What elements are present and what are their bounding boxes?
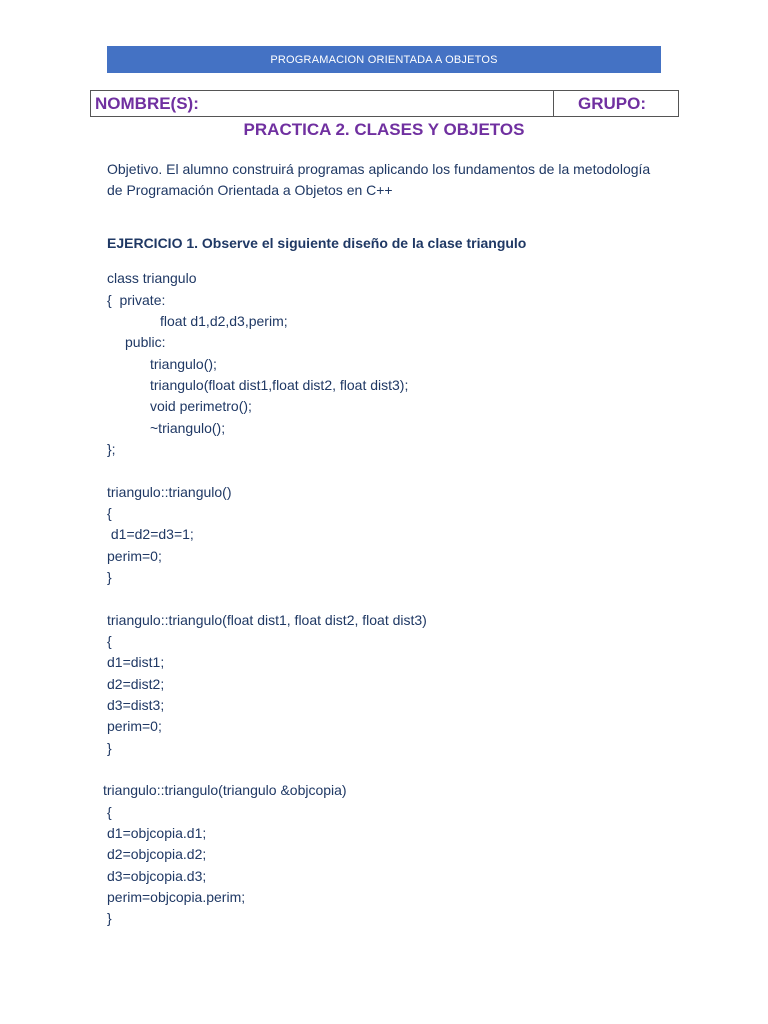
code-line: d1=d2=d3=1; <box>107 526 194 542</box>
course-banner: PROGRAMACION ORIENTADA A OBJETOS <box>107 46 661 73</box>
group-label: GRUPO: <box>578 93 646 113</box>
code-line: triangulo::triangulo(triangulo &objcopia) <box>103 782 347 798</box>
code-line: } <box>107 569 112 585</box>
code-line: d3=dist3; <box>107 697 165 713</box>
name-label: NOMBRE(S): <box>95 93 199 113</box>
code-line: } <box>107 740 112 756</box>
code-line: perim=objcopia.perim; <box>107 889 246 905</box>
code-line: d2=objcopia.d2; <box>107 846 207 862</box>
code-line: { <box>107 633 112 649</box>
code-line: triangulo::triangulo() <box>107 484 232 500</box>
code-line: triangulo(float dist1,float dist2, float dist3); <box>150 377 409 393</box>
code-line: perim=0; <box>107 548 162 564</box>
code-line: class triangulo <box>107 270 197 286</box>
exercise-heading: EJERCICIO 1. Observe el siguiente diseño de la clase triangulo <box>107 235 527 251</box>
code-line: triangulo(); <box>150 356 217 372</box>
code-line: } <box>107 910 112 926</box>
code-line: d1=dist1; <box>107 654 165 670</box>
code-line: }; <box>107 441 116 457</box>
code-line: perim=0; <box>107 718 162 734</box>
code-line: public: <box>125 334 166 350</box>
code-line: triangulo::triangulo(float dist1, float dist2, float dist3) <box>107 612 427 628</box>
objective-text: Objetivo. El alumno construirá programas aplicando los fundamentos de la metodología de Programación Orientada a Objetos en C++ <box>107 161 651 198</box>
code-line: void perimetro(); <box>150 398 252 414</box>
code-line: { <box>107 804 112 820</box>
code-line: ~triangulo(); <box>150 420 226 436</box>
code-line: float d1,d2,d3,perim; <box>160 313 288 329</box>
group-cell[interactable] <box>554 91 678 116</box>
code-line: { <box>107 505 112 521</box>
page-title: PRACTICA 2. CLASES Y OBJETOS <box>243 120 525 139</box>
code-line: d1=objcopia.d1; <box>107 825 207 841</box>
code-line: d2=dist2; <box>107 676 165 692</box>
code-line: d3=objcopia.d3; <box>107 868 207 884</box>
name-cell[interactable] <box>91 91 554 116</box>
code-line: { private: <box>107 292 166 308</box>
student-info-table <box>90 90 679 117</box>
